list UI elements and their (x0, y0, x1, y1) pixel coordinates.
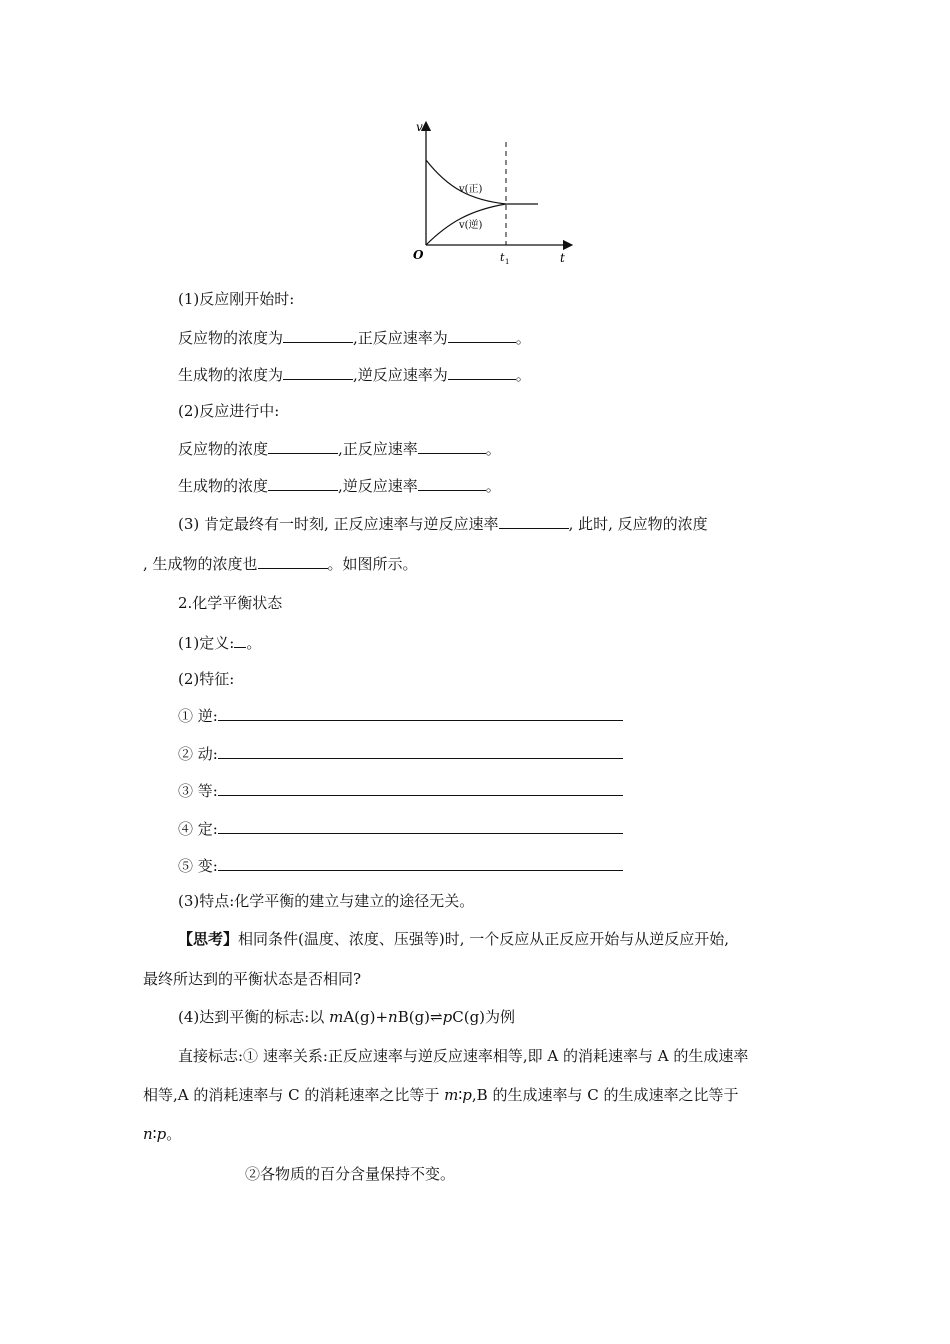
ratio2-p: p (156, 1125, 167, 1143)
forward-rate-label: v(正) (459, 184, 483, 195)
direct-text-a: 相等,A 的消耗速率与 C 的消耗速率之比等于 (143, 1086, 445, 1104)
part1-line1 (178, 327, 531, 348)
feature-item (178, 855, 623, 876)
reverse-rate-label: ,逆反应速率 (338, 477, 418, 495)
product-concentration-blank[interactable] (258, 553, 328, 569)
part1-heading: (1)反应刚开始时: (178, 290, 295, 308)
think-text: 相同条件(温度、浓度、压强等)时, 一个反应从正反应开始与从逆反应开始, (238, 930, 730, 948)
part3-line2 (143, 553, 418, 574)
ratio2-n: n (143, 1125, 153, 1143)
feature-label: ④ 定: (178, 820, 218, 838)
feature-label: ① 逆: (178, 707, 218, 725)
reactant-concentration-blank[interactable] (283, 327, 353, 343)
part2-heading: (2)反应进行中: (178, 402, 280, 420)
think-line2: 最终所达到的平衡状态是否相同? (143, 970, 362, 988)
feature-blank[interactable] (218, 743, 623, 759)
coef-p: p (442, 1008, 453, 1026)
forward-rate-label: ,正反应速率为 (353, 329, 448, 347)
ratio-colon: ∶ (458, 1086, 463, 1104)
feature-label: ⑤ 变: (178, 857, 218, 875)
reverse-rate-label: ,逆反应速率为 (353, 366, 448, 384)
line-end: 。 (515, 329, 531, 347)
equilibrium-arrow: ⇌ (430, 1008, 443, 1026)
t1-label: t (500, 251, 505, 264)
line-end: 。 (515, 366, 531, 384)
ratio2-end: 。 (166, 1125, 182, 1143)
percent-content-mark: ②各物质的百分含量保持不变。 (245, 1165, 456, 1183)
feature-item (178, 818, 623, 839)
forward-rate-blank[interactable] (448, 327, 516, 343)
definition-label: (1)定义: (178, 634, 235, 652)
marks-heading (178, 1007, 515, 1027)
reverse-rate-blank[interactable] (418, 475, 486, 491)
ratio2-colon: ∶ (152, 1125, 157, 1143)
reverse-rate-blank[interactable] (448, 364, 516, 380)
feature-label: ③ 等: (178, 782, 218, 800)
origin-label: O (413, 248, 424, 262)
feature-label: ② 动: (178, 745, 218, 763)
marks-heading-prefix: (4)达到平衡的标志:以 (178, 1008, 330, 1026)
coef-n: n (388, 1008, 398, 1026)
forward-rate-label: ,正反应速率 (338, 440, 418, 458)
part3-text-b: , 此时, 反应物的浓度 (568, 515, 708, 533)
direct-text-b: ,B 的生成速率与 C 的生成速率之比等于 (471, 1086, 739, 1104)
section2-title: 2.化学平衡状态 (178, 594, 283, 612)
think-line1 (178, 929, 729, 949)
forward-rate-curve (426, 160, 538, 204)
part3-text-a: (3) 肯定最终有一时刻, 正反应速率与逆反应速率 (178, 515, 499, 533)
product-concentration-blank[interactable] (283, 364, 353, 380)
feature-item (178, 705, 623, 726)
direct-mark-line2 (143, 1085, 738, 1105)
reactant-concentration-label: 反应物的浓度为 (178, 329, 284, 347)
product-concentration-label: 生成物的浓度为 (178, 366, 284, 384)
part3-line1 (178, 513, 708, 534)
definition-line (178, 632, 261, 653)
forward-rate-blank[interactable] (418, 438, 486, 454)
reactant-concentration-label: 反应物的浓度 (178, 440, 269, 458)
definition-blank[interactable] (234, 632, 246, 648)
part2-line1 (178, 438, 501, 459)
reactant-concentration-blank[interactable] (268, 438, 338, 454)
feature-item (178, 780, 623, 801)
line-end: 。 (485, 440, 501, 458)
product-concentration-blank[interactable] (268, 475, 338, 491)
feature-blank[interactable] (218, 705, 623, 721)
reverse-rate-label: v(逆) (459, 220, 483, 231)
t1-subscript: 1 (505, 258, 510, 266)
species-c: C(g)为例 (452, 1008, 516, 1026)
think-tag: 【思考】 (178, 930, 239, 948)
features-label: (2)特征: (178, 670, 235, 688)
direct-mark-line3 (143, 1124, 181, 1144)
product-concentration-label: 生成物的浓度 (178, 477, 269, 495)
y-axis-label: v (416, 120, 423, 134)
direct-mark-line1: 直接标志:① 速率关系:正反应速率与逆反应速率相等,即 A 的消耗速率与 A 的生成速率 (178, 1047, 749, 1065)
part2-line2 (178, 475, 501, 496)
feature-blank[interactable] (218, 818, 623, 834)
species-b: B(g) (397, 1008, 431, 1026)
feature-blank[interactable] (218, 855, 623, 871)
part1-line2 (178, 364, 531, 385)
rate-time-graph (410, 118, 580, 268)
equal-rate-blank[interactable] (499, 513, 569, 529)
part3-text-c: , 生成物的浓度也 (143, 555, 258, 573)
trait-line: (3)特点:化学平衡的建立与建立的途径无关。 (178, 892, 475, 910)
x-axis-label: t (560, 251, 565, 265)
definition-end: 。 (246, 634, 262, 652)
line-end: 。 (485, 477, 501, 495)
ratio-m: m (444, 1086, 459, 1104)
species-a: A(g)+ (343, 1008, 389, 1026)
ratio-p: p (462, 1086, 472, 1104)
coef-m: m (329, 1008, 344, 1026)
part3-text-d: 。如图所示。 (327, 555, 418, 573)
feature-item (178, 743, 623, 764)
feature-blank[interactable] (218, 780, 623, 796)
